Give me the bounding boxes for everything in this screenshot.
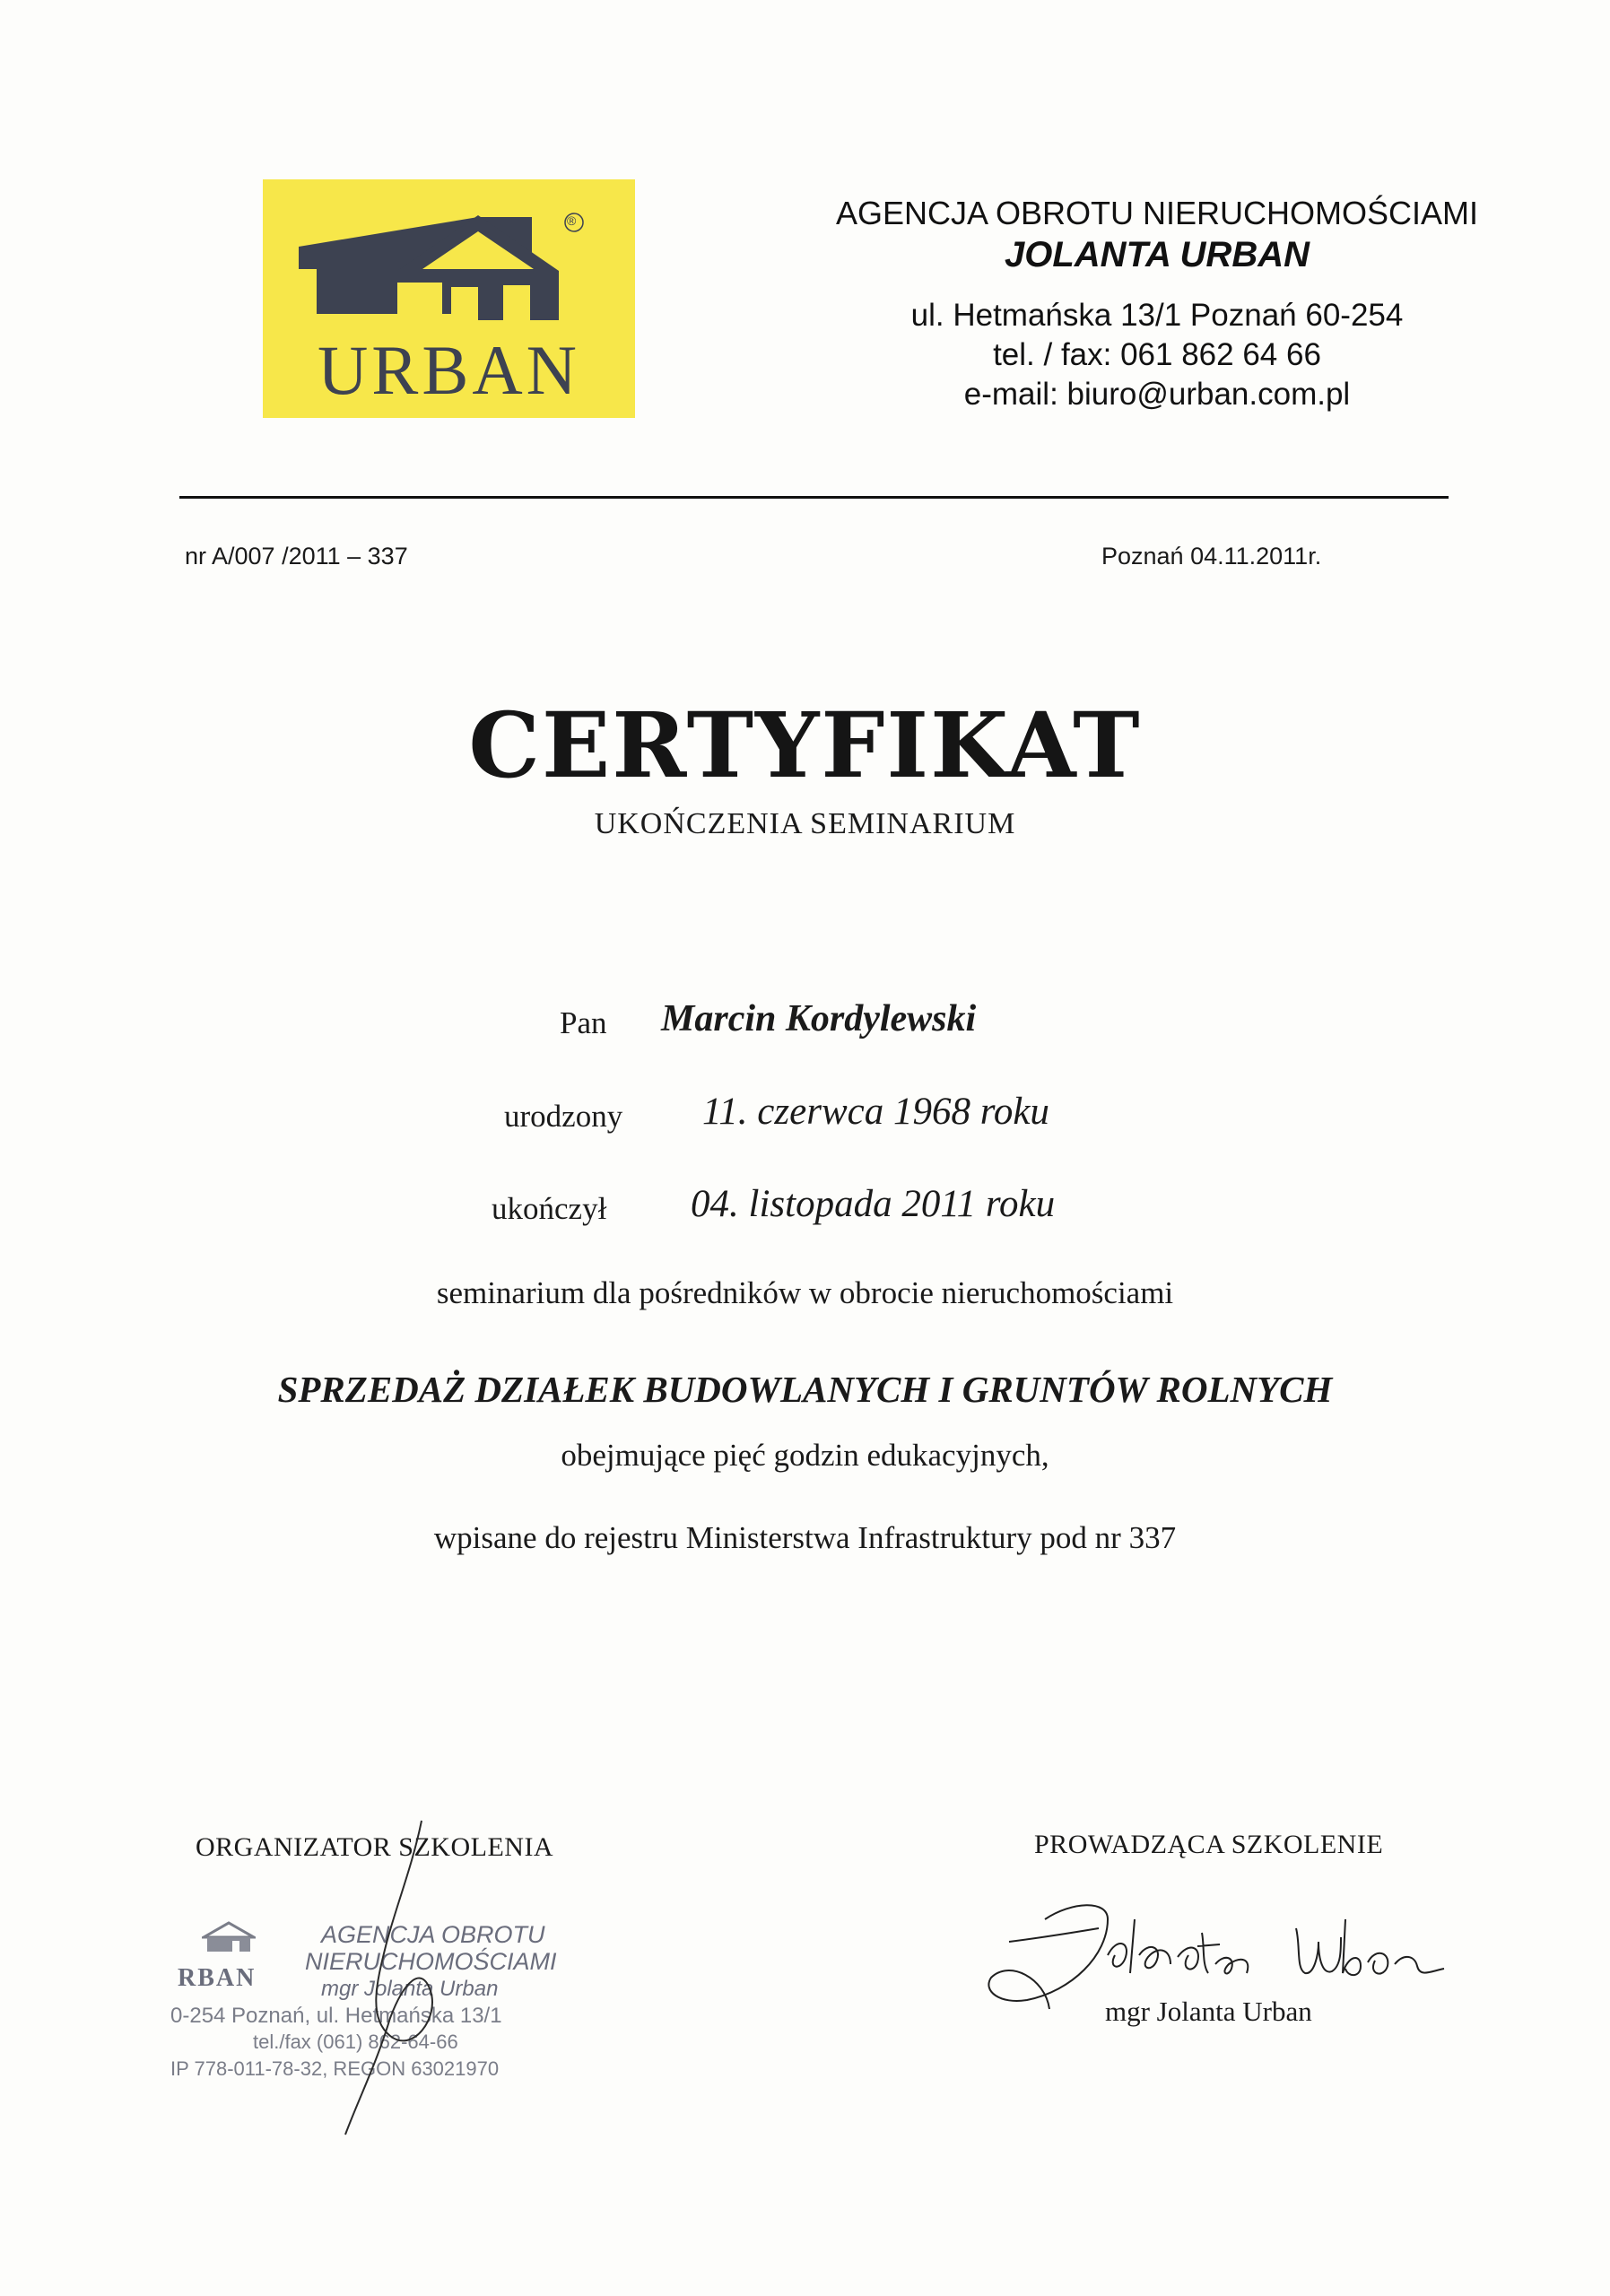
agency-email: e-mail: biuro@urban.com.pl [963,377,1351,412]
trainer-name: mgr Jolanta Urban [1105,1996,1312,2027]
certificate-subtitle: UKOŃCZENIA SEMINARIUM [594,807,1016,840]
stamp-line-2: NIERUCHOMOŚCIAMI [305,1948,557,1975]
header-divider [179,496,1449,499]
registered-mark: ® [567,213,577,228]
stamp-line-6: IP 778-011-78-32, REGON 63021970 [170,2057,500,2080]
course-hours: obejmujące pięć godzin edukacyjnych, [561,1438,1049,1473]
certificate-title: CERTYFIKAT [468,692,1142,798]
trainer-label: PROWADZĄCA SZKOLENIE [1034,1830,1384,1859]
logo-wordmark: URBAN [317,331,581,409]
agency-address: ul. Hetmańska 13/1 Poznań 60-254 [910,298,1404,333]
course-title: SPRZEDAŻ DZIAŁEK BUDOWLANYCH I GRUNTÓW ROLNYCH [277,1369,1333,1410]
recipient-name: Marcin Kordylewski [661,998,977,1039]
agency-phone: tel. / fax: 061 862 64 66 [993,337,1321,372]
stamp-line-5: tel./fax (061) 862-64-66 [253,2031,458,2053]
completed-label: ukończył [492,1191,607,1226]
born-label: urodzony [504,1099,623,1134]
organizer-signature [305,1812,484,2144]
completed-date: 04. listopada 2011 roku [691,1183,1056,1225]
stamp-line-4: 0-254 Poznań, ul. Hetmańska 13/1 [170,2004,502,2028]
stamp-line-1: AGENCJA OBROTU [321,1921,545,1948]
company-logo [263,179,635,418]
stamp-house-icon [202,1919,256,1955]
born-date: 11. czerwca 1968 roku [702,1091,1049,1133]
course-intro: seminarium dla pośredników w obrocie nieruchomościami [436,1275,1174,1310]
agency-name: AGENCJA OBROTU NIERUCHOMOŚCIAMI [835,195,1479,231]
place-date: Poznań 04.11.2011r. [1101,543,1322,570]
owner-name: JOLANTA URBAN [1005,235,1310,274]
stamp-logo-word: RBAN [178,1964,257,1992]
certificate-number: nr A/007 /2011 – 337 [185,543,408,570]
salutation: Pan [560,1005,607,1040]
organizer-label: ORGANIZATOR SZKOLENIA [196,1832,554,1862]
course-registry: wpisane do rejestru Ministerstwa Infrastruktury pod nr 337 [433,1520,1177,1555]
stamp-line-3: mgr Jolanta Urban [321,1977,499,2001]
